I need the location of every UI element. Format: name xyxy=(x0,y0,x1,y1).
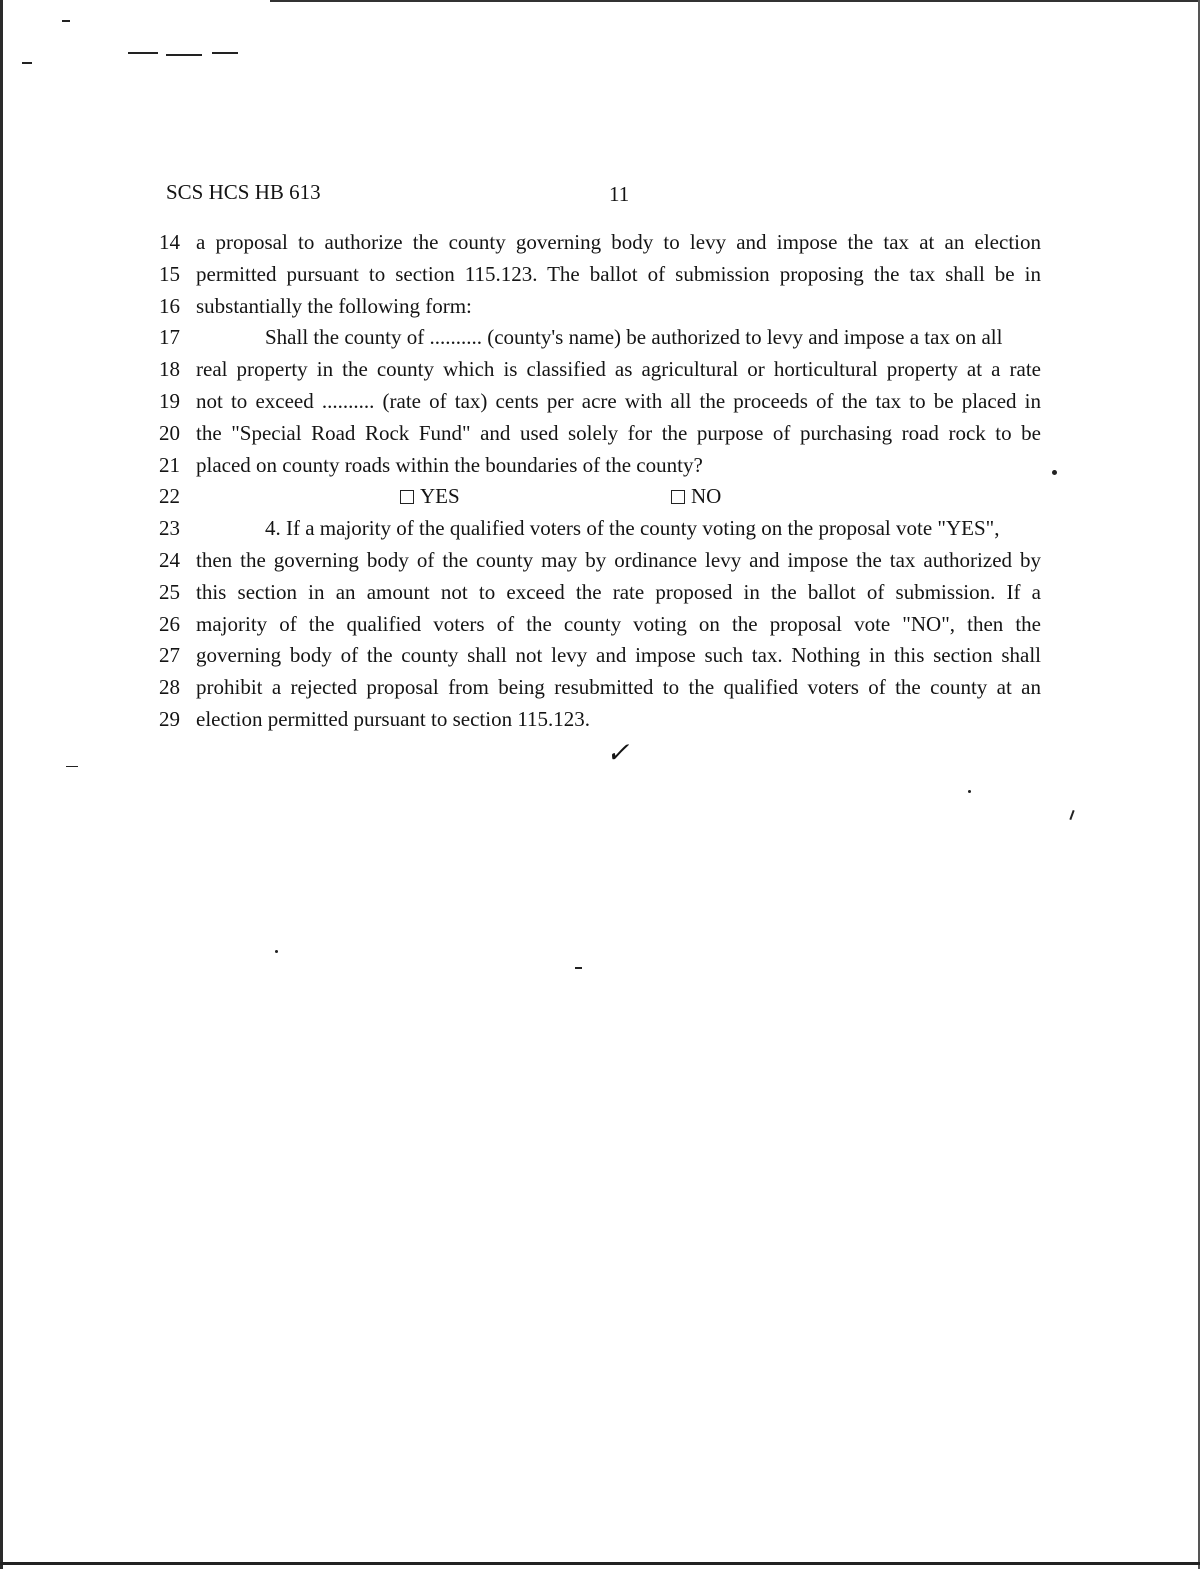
line-text: then the governing body of the county may by ordinance levy and impose the tax authorized by xyxy=(196,548,1041,572)
line-text: governing body of the county shall not levy and impose such tax. Nothing in this section shall xyxy=(196,643,1041,668)
line-text: placed on county roads within the boundaries of the county? xyxy=(196,452,703,477)
scan-mark xyxy=(166,54,202,56)
scan-edge-top xyxy=(270,0,1200,2)
line-number: 20 xyxy=(159,420,180,445)
bill-line xyxy=(0,516,1200,548)
line-number: 23 xyxy=(159,516,180,541)
line-number: 19 xyxy=(159,389,180,413)
bill-line xyxy=(0,230,1200,262)
line-number: 28 xyxy=(159,675,180,700)
bill-line xyxy=(0,675,1200,707)
bill-line xyxy=(0,580,1200,612)
line-number: 25 xyxy=(159,579,180,604)
line-number: 16 xyxy=(159,293,180,318)
line-number: 18 xyxy=(159,357,180,382)
bill-line xyxy=(0,484,1200,516)
scan-mark xyxy=(62,20,70,22)
line-text: prohibit a rejected proposal from being resubmitted to the qualified voters of the county at an xyxy=(196,675,1041,700)
line-text: a proposal to authorize the county governing body to levy and impose the tax at an election xyxy=(196,230,1041,254)
line-number: 27 xyxy=(159,643,180,668)
bill-reference: SCS HCS HB 613 xyxy=(166,180,321,204)
line-number: 15 xyxy=(159,261,180,286)
line-number: 21 xyxy=(159,452,180,477)
bill-line xyxy=(0,453,1200,485)
line-text: majority of the qualified voters of the county voting on the proposal vote "NO", then the xyxy=(196,611,1041,636)
checkmark-annotation: ✓ xyxy=(606,738,630,769)
ballot-option-no xyxy=(671,484,721,509)
scan-edge-bottom xyxy=(0,1562,1200,1565)
line-number: 26 xyxy=(159,611,180,636)
bill-line xyxy=(0,612,1200,644)
line-number: 24 xyxy=(159,548,180,572)
line-text: real property in the county which is classified as agricultural or horticultural property at a rate xyxy=(196,357,1041,382)
checkbox-icon xyxy=(671,490,685,504)
line-text: the "Special Road Rock Fund" and used solely for the purpose of purchasing road rock to be xyxy=(196,420,1041,445)
scan-mark xyxy=(575,967,582,969)
line-text: permitted pursuant to section 115.123. The ballot of submission proposing the tax shall be in xyxy=(196,261,1041,286)
line-number: 22 xyxy=(159,484,180,509)
bill-line xyxy=(0,707,1200,739)
line-text: this section in an amount not to exceed the rate proposed in the ballot of submission. If a xyxy=(196,579,1041,604)
scan-mark xyxy=(275,950,278,953)
bill-line xyxy=(0,357,1200,389)
line-text: Shall the county of .......... (county's name) be authorized to levy and impose a tax on all xyxy=(265,325,1003,350)
bill-line xyxy=(0,643,1200,675)
bill-line xyxy=(0,548,1200,580)
bill-line xyxy=(0,389,1200,421)
bill-line xyxy=(0,421,1200,453)
line-number: 14 xyxy=(159,230,180,254)
bill-line xyxy=(0,325,1200,357)
line-number: 17 xyxy=(159,325,180,350)
scan-mark xyxy=(212,52,238,54)
bill-line xyxy=(0,294,1200,326)
line-text: not to exceed .......... (rate of tax) cents per acre with all the proceeds of the tax to be placed in xyxy=(196,389,1041,413)
bill-line xyxy=(0,262,1200,294)
yes-label: YES xyxy=(420,484,460,509)
checkbox-icon xyxy=(400,490,414,504)
line-text: substantially the following form: xyxy=(196,293,472,318)
scan-mark xyxy=(22,62,32,64)
line-number: 29 xyxy=(159,707,180,731)
line-text: 4. If a majority of the qualified voters of the county voting on the proposal vote "YES", xyxy=(265,516,1000,541)
scan-mark xyxy=(66,766,78,767)
line-text: election permitted pursuant to section 115.123. xyxy=(196,707,591,731)
ballot-option-yes xyxy=(400,484,460,509)
page-number: 11 xyxy=(609,182,630,206)
scan-mark xyxy=(1069,810,1074,820)
no-label: NO xyxy=(691,484,722,509)
scan-mark xyxy=(128,52,158,54)
scan-mark xyxy=(968,790,971,793)
